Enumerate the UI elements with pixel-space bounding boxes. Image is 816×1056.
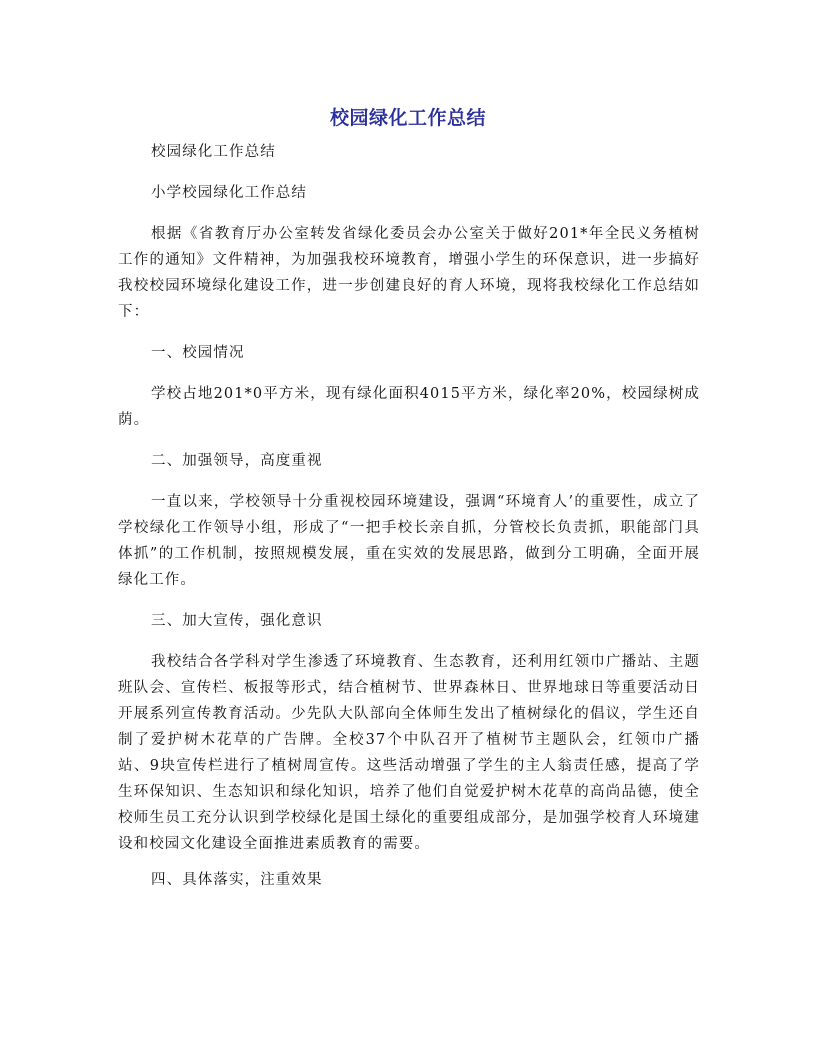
section-heading-1: 一、校园情况 [151,345,245,361]
paragraph-subheading: 小学校园绿化工作总结 [151,185,307,201]
document-body [118,139,700,908]
paragraph-heading: 校园绿化工作总结 [151,144,276,160]
document-title: 校园绿化工作总结 [329,107,486,129]
paragraph-publicity: 我校结合各学科对学生渗透了环境教育、生态教育，还利用红领巾广播站、主题班队会、宣传栏、板报等形式，结合植树节、世界森林日、世界地球日等重要活动日开展系列宣传教育活动。少先队大队部向全体师生发出了植树绿化的倡议，学生还自制了爱护树木花草的广告牌。全校37个中队召开了植树节主题队会，红领巾广播站、9块宣传栏进行了植树周宣传。这些活动增强了学生的主人翁责任感，提高了学生环保知识、生态知识和绿化知识，培养了他们自觉爱护树木花草的高尚品德，使全校师生员工充分认识到学校绿化是国土绿化的重要组成部分，是加强学校育人环境建设和校园文化建设全面推进素质教育的需要。 [118,654,700,852]
paragraph-leadership: 一直以来，学校领导十分重视校园环境建设，强调“环境育人’的重要性，成立了学校绿化工作领导小组，形成了“一把手校长亲自抓，分管校长负责抓，职能部门具体抓”的工作机制，按照规模发展，重在实效的发展思路，做到分工明确，全面开展绿化工作。 [118,494,700,588]
section-heading-4: 四、具体落实，注重效果 [151,872,323,888]
paragraph-intro: 根据《省教育厅办公室转发省绿化委员会办公室关于做好201*年全民义务植树工作的通知》文件精神，为加强我校环境教育，增强小学生的环保意识，进一步搞好我校校园环境绿化建设工作，进一步创建良好的育人环境，现将我校绿化工作总结如下： [118,226,700,320]
paragraph-campus-status: 学校占地201*0平方米，现有绿化面积4015平方米，绿化率20%，校园绿树成荫。 [118,386,700,428]
section-heading-2: 二、加强领导，高度重视 [151,453,323,469]
section-heading-3: 三、加大宣传，强化意识 [151,613,323,629]
